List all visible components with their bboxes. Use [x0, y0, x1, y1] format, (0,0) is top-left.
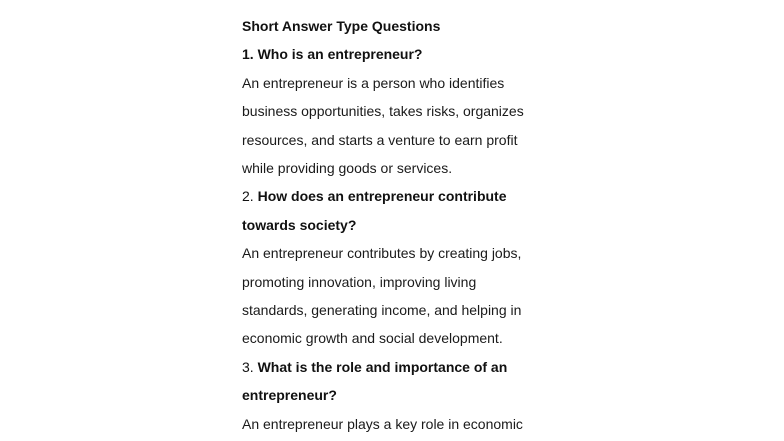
answer-2 — [242, 239, 562, 353]
answer-3-line-1: An entrepreneur plays a key role in economic — [242, 415, 523, 432]
question-1-line-1 — [242, 40, 562, 68]
question-2-text-1: How does an entrepreneur contribute — [257, 188, 507, 205]
answer-1-line-1: An entrepreneur is a person who identifies — [242, 74, 505, 91]
answer-2-line-4: economic growth and social development. — [242, 330, 503, 347]
answer-3 — [242, 410, 562, 438]
question-block-3 — [242, 353, 562, 438]
question-2-line-2: towards society? — [242, 216, 357, 233]
document-body — [242, 12, 562, 438]
question-3-text-1: What is the role and importance of an — [257, 358, 508, 375]
answer-1 — [242, 69, 562, 183]
answer-2-line-1: An entrepreneur contributes by creating jobs, — [242, 245, 522, 262]
question-3-number: 3. — [242, 358, 254, 375]
question-1-text: Who is an entrepreneur? — [257, 46, 423, 63]
section-heading: Short Answer Type Questions — [242, 18, 441, 34]
question-block-2 — [242, 182, 562, 352]
question-block-1 — [242, 40, 562, 182]
answer-2-line-3: standards, generating income, and helping in — [242, 302, 522, 319]
question-2-number: 2. — [242, 188, 254, 205]
question-3-line-1 — [242, 353, 562, 381]
question-2-line-1 — [242, 182, 562, 210]
answer-1-line-3: resources, and starts a venture to earn profit — [242, 131, 518, 148]
answer-2-line-2: promoting innovation, improving living — [242, 273, 477, 290]
question-1-number: 1. — [242, 46, 254, 63]
answer-1-line-4: while providing goods or services. — [242, 160, 453, 177]
question-3-line-2: entrepreneur? — [242, 387, 337, 404]
answer-1-line-2: business opportunities, takes risks, organizes — [242, 103, 524, 120]
